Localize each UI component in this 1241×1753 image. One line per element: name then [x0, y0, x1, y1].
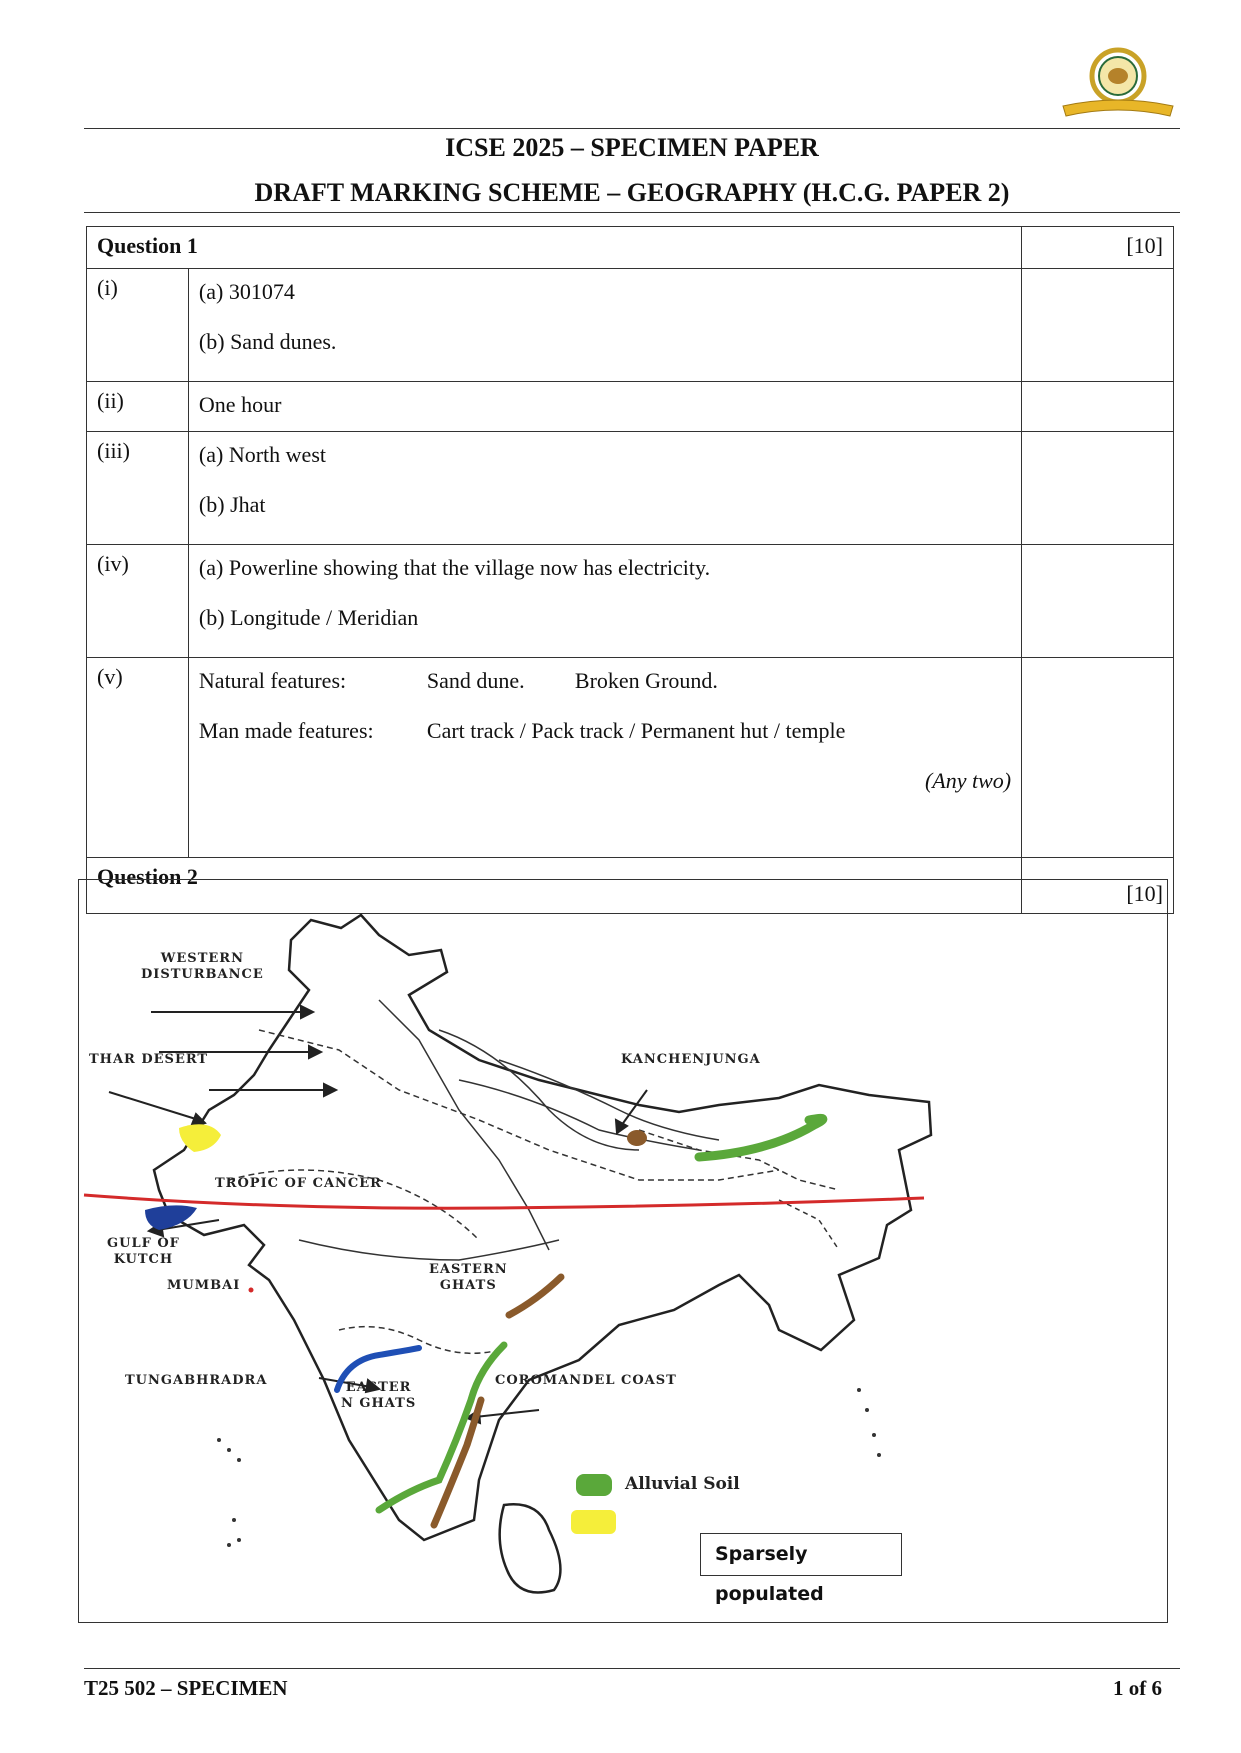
label-western-disturbance: WESTERN DISTURBANCE	[141, 951, 264, 982]
paper-title: ICSE 2025 – SPECIMEN PAPER	[445, 133, 819, 162]
answer-line: (b) Jhat	[198, 492, 266, 517]
answer-line: (b) Longitude / Meridian	[198, 605, 419, 630]
india-outline	[154, 915, 931, 1540]
answer-number: (iv)	[87, 545, 189, 658]
tropic-of-cancer-line	[84, 1195, 924, 1208]
footer-paper-code: T25 502 – SPECIMEN	[84, 1676, 288, 1700]
kanchenjunga-marker	[627, 1130, 647, 1146]
label-thar-desert: THAR DESERT	[89, 1052, 209, 1067]
scheme-title: DRAFT MARKING SCHEME – GEOGRAPHY (H.C.G. PAPER 2)	[254, 178, 1010, 207]
manmade-features-line	[199, 714, 1011, 764]
sparse-legend-swatch	[571, 1510, 616, 1534]
answer-line: (a) Powerline showing that the village now has electricity.	[198, 555, 711, 580]
india-outline-map	[79, 880, 1167, 1622]
label-mumbai: MUMBAI	[167, 1278, 241, 1293]
answer-number: (ii)	[87, 382, 189, 432]
label-tungabhadra: TUNGABHRADRA	[125, 1373, 268, 1388]
answer-number: (i)	[87, 269, 189, 382]
natural-feature-value: Broken Ground.	[574, 668, 718, 693]
table-row	[87, 382, 1174, 432]
mumbai-marker	[249, 1288, 254, 1293]
answer-line: (a) North west	[198, 442, 326, 467]
answer-line: (b) Sand dunes.	[198, 329, 337, 354]
label-eastern-ghats-bottom: EASTER N GHATS	[341, 1380, 417, 1411]
eastern-ghats-bottom	[434, 1400, 481, 1525]
natural-features-line	[199, 664, 1011, 714]
question-1-marks: [10]	[1022, 227, 1174, 269]
label-gulf-of-kutch: GULF OF KUTCH	[107, 1236, 180, 1267]
natural-features-label: Natural features:	[198, 668, 347, 693]
manmade-feature-value: Cart track / Pack track / Permanent hut / temple	[426, 718, 846, 743]
answer-line: One hour	[198, 392, 282, 417]
label-kanchenjunga: KANCHENJUNGA	[621, 1052, 761, 1067]
table-row	[87, 658, 1174, 858]
label-coromandel-coast: COROMANDEL COAST	[495, 1373, 677, 1388]
coromandel-coast-alluvial	[379, 1345, 504, 1510]
answer-number: (v)	[87, 658, 189, 858]
answer-line: (a) 301074	[198, 279, 295, 304]
eastern-ghats-top	[509, 1277, 561, 1315]
question-1-label: Question 1	[87, 227, 1022, 269]
footer-page-number: 1 of 6	[1113, 1676, 1162, 1700]
cisce-logo	[1058, 44, 1178, 119]
any-two-note: (Any two)	[924, 768, 1012, 793]
alluvial-soil-ne	[699, 1118, 823, 1157]
question-2-marks: [10]	[1022, 858, 1174, 914]
label-eastern-ghats-top: EASTERN GHATS	[429, 1262, 508, 1293]
answer-number: (iii)	[87, 432, 189, 545]
table-row	[87, 269, 1174, 382]
alluvial-legend-swatch	[576, 1474, 612, 1496]
table-row	[87, 432, 1174, 545]
question-2-label: Question 2	[87, 858, 1022, 914]
legend-sparsely-populated: Sparsely populated	[700, 1533, 902, 1576]
marking-table	[86, 226, 1174, 914]
india-map-answer	[78, 879, 1168, 1623]
label-tropic-of-cancer: TROPIC OF CANCER	[215, 1176, 382, 1191]
table-row	[87, 545, 1174, 658]
manmade-features-label: Man made features:	[198, 718, 374, 743]
natural-feature-value: Sand dune.	[426, 668, 525, 693]
legend-alluvial-soil: Alluvial Soil	[625, 1474, 740, 1494]
sri-lanka-outline	[500, 1504, 561, 1592]
